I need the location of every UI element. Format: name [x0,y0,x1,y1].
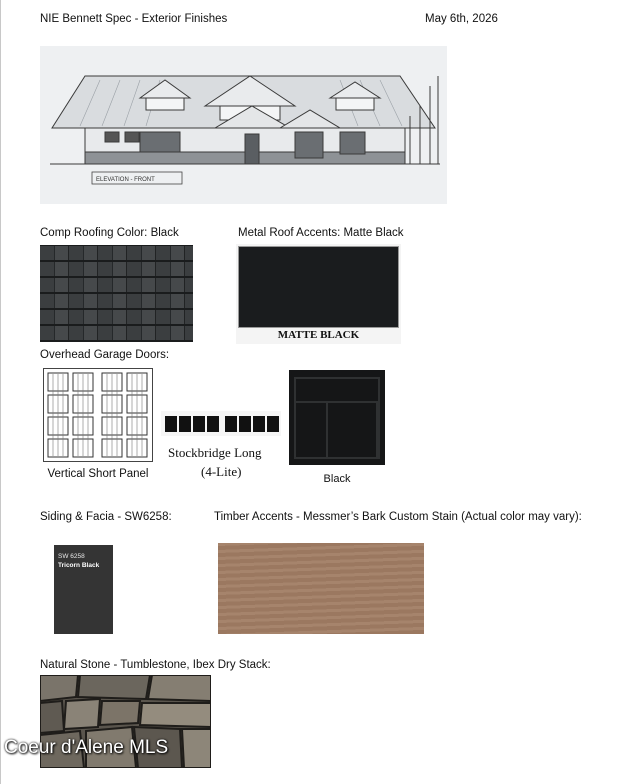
swatch-name: Tricorn Black [58,562,100,569]
stockbridge-window-sample [161,411,281,436]
four-lite-window-drawing [161,411,281,436]
mls-watermark: Coeur d'Alene MLS [4,737,169,758]
stockbridge-subtitle: (4-Lite) [201,464,242,479]
elevation-sketch [40,46,447,204]
matte-black-caption: MATTE BLACK [277,329,360,341]
siding-label: Siding & Facia - SW6258: [40,511,172,523]
stockbridge-title: Stockbridge Long [168,445,262,460]
document-date: May 6th, 2026 [425,13,498,25]
vertical-short-panel-caption: Vertical Short Panel [47,468,149,480]
black-door-panel-drawing [289,370,385,465]
metal-roof-sample-card [236,244,401,344]
front-elevation-drawing [40,46,447,204]
timber-label: Timber Accents - Messmer’s Bark Custom Stain (Actual color may vary): [214,511,582,523]
garage-doors-label: Overhead Garage Doors: [40,349,170,361]
page-edge-rule [0,0,1,784]
roofing-label: Comp Roofing Color: Black [40,227,179,239]
messmers-bark-stain-sample [218,543,424,634]
panel-door-drawing [44,369,152,461]
matte-black-swatch [238,246,399,328]
roofing-shingle-sample [40,245,193,342]
stone-label: Natural Stone - Tumblestone, Ibex Dry Stack: [40,659,271,671]
swatch-code: SW 6258 [58,553,85,560]
tricorn-black-swatch [54,545,113,634]
document-title: NIE Bennett Spec - Exterior Finishes [40,13,228,25]
metal-roof-label: Metal Roof Accents: Matte Black [238,227,404,239]
elevation-label: ELEVATION - FRONT [96,177,155,183]
black-garage-door-sample [289,370,385,465]
black-caption: Black [323,473,351,485]
vertical-short-panel-door [43,368,153,462]
